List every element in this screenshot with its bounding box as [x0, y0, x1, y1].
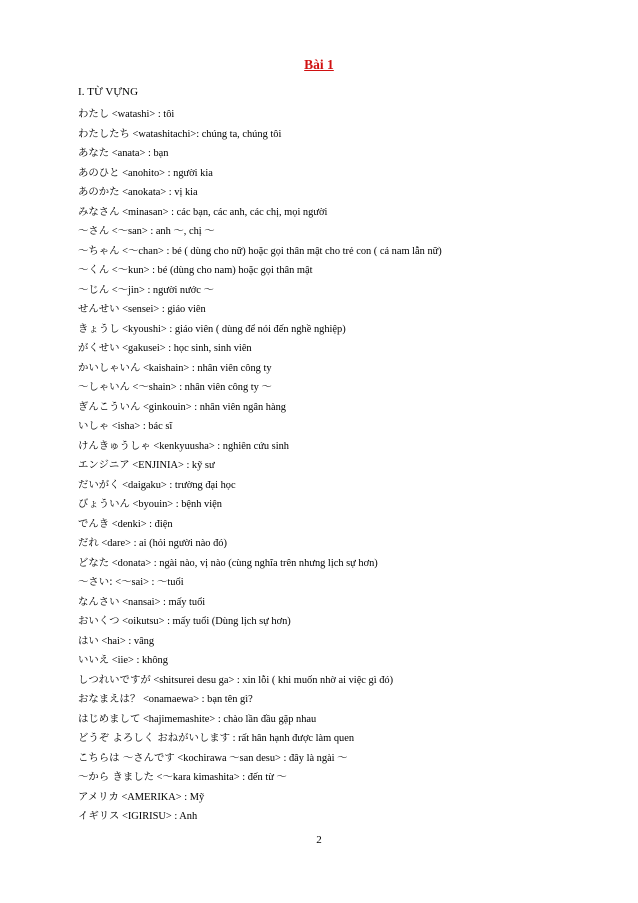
vocab-meaning: <hai> : vâng [98, 635, 155, 647]
vocab-meaning: <anohito> : người kia [119, 167, 213, 179]
vocab-entry [78, 222, 618, 242]
page-number: 2 [316, 834, 322, 846]
vocab-japanese: きょうし [78, 322, 120, 335]
vocab-japanese: ～ちゃん [78, 244, 120, 257]
vocab-japanese: あなた [78, 147, 110, 159]
vocab-entry [78, 632, 618, 652]
vocab-japanese: ～から きました [78, 771, 155, 783]
vocab-meaning: <kochirawa ～san desu> : đây là ngài ～ [174, 752, 348, 764]
vocab-entry [78, 710, 618, 730]
vocab-meaning: <daigaku> : trường đại học [119, 479, 236, 491]
vocab-japanese: イギリス [78, 810, 120, 822]
vocab-entry [78, 398, 618, 418]
vocab-meaning: <～san> : anh ～, chị ～ [109, 226, 215, 237]
vocab-meaning: <gakusei> : học sinh, sinh viên [119, 343, 252, 354]
vocab-entry [78, 144, 618, 164]
vocab-meaning: <denki> : điện [109, 518, 173, 530]
vocab-meaning: <byouin> : bệnh viện [129, 499, 222, 510]
vocab-japanese: どうぞ よろしく おねがいします [78, 732, 231, 744]
vocab-japanese: ～しゃいん [78, 381, 130, 393]
vocab-meaning: <dare> : ai (hỏi người nào đó) [98, 538, 227, 549]
vocab-entry [78, 593, 618, 613]
vocab-entry [78, 554, 618, 574]
vocab-japanese: おなまえは？ [78, 693, 141, 705]
vocab-japanese: だいがく [78, 478, 120, 491]
vocab-japanese: わたしたち [78, 127, 130, 140]
vocab-entry [78, 437, 618, 457]
vocab-meaning: <minasan> : các bạn, các anh, các chị, mọi người [119, 206, 328, 218]
vocab-entry [78, 359, 618, 379]
vocab-meaning: <ginkouin> : nhân viên ngân hàng [140, 401, 286, 413]
vocab-entry [78, 749, 618, 769]
vocab-meaning: <～shain> : nhân viên công ty ～ [129, 382, 272, 393]
vocab-japanese: はじめまして [78, 712, 141, 725]
vocab-entry [78, 534, 618, 554]
vocab-meaning: <ENJINIA> : kỹ sư [129, 460, 215, 471]
vocab-meaning: <kenkyuusha> : nghiên cứu sinh [150, 440, 290, 452]
vocab-meaning: <kaishain> : nhân viên công ty [140, 362, 272, 374]
vocab-japanese: ～じん [78, 283, 110, 296]
vocab-meaning: <～jin> : người nước ～ [109, 284, 214, 296]
vocab-japanese: あのひと [78, 166, 120, 179]
vocab-entry [78, 612, 618, 632]
vocab-meaning: <onamaewa> : bạn tên gì? [140, 694, 253, 705]
vocab-meaning: <～kun> : bé (dùng cho nam) hoặc gọi thân mật [109, 265, 313, 276]
vocab-japanese: けんきゅうしゃ [78, 439, 151, 452]
vocab-japanese: かいしゃいん [78, 361, 141, 374]
vocab-japanese: アメリカ [78, 790, 119, 803]
vocab-entry [78, 515, 618, 535]
vocab-entry [78, 456, 618, 476]
vocab-entry [78, 788, 618, 808]
vocab-entry [78, 203, 618, 223]
vocab-meaning: <anokata> : vị kia [119, 187, 198, 198]
vocab-japanese: いしゃ [78, 420, 110, 432]
vocab-japanese: なんさい [78, 595, 120, 608]
vocab-japanese: しつれいですが [78, 673, 151, 686]
vocab-meaning: <donata> : ngài nào, vị nào (cùng nghĩa trên nhưng lịch sự hơn) [109, 557, 378, 569]
vocab-meaning: <kyoushi> : giáo viên ( dùng để nói đến nghề nghiệp) [119, 323, 346, 335]
vocab-meaning: <isha> : bác sĩ [109, 421, 173, 432]
vocab-japanese: せんせい [78, 303, 120, 315]
vocab-meaning: <IGIRISU> : Anh [119, 811, 198, 822]
vocab-meaning: <hajimemashite> : chào lần đầu gặp nhau [140, 713, 317, 725]
vocab-japanese: ～くん [78, 264, 110, 276]
vocab-entry [78, 495, 618, 515]
vocab-japanese: あのかた [78, 186, 120, 198]
vocab-japanese: でんき [78, 517, 110, 530]
vocab-entry [78, 164, 618, 184]
vocab-entry [78, 105, 618, 125]
vocab-japanese: ～さい: [78, 576, 113, 588]
vocab-meaning: <～chan> : bé ( dùng cho nữ) hoặc gọi thân mật cho trẻ con ( cả nam lẫn nữ) [119, 245, 442, 257]
vocab-japanese: ぎんこういん [78, 400, 141, 413]
vocab-entry [78, 339, 618, 359]
vocab-entry [78, 729, 618, 749]
vocab-japanese: びょういん [78, 498, 130, 510]
vocab-japanese: おいくつ [78, 615, 120, 627]
vocab-japanese: どなた [78, 556, 110, 569]
vocabulary-list [78, 105, 618, 827]
vocab-meaning: <oikutsu> : mấy tuổi (Dùng lịch sự hơn) [119, 616, 291, 627]
vocab-entry [78, 671, 618, 691]
vocab-entry [78, 261, 618, 281]
vocab-japanese: エンジニア [78, 459, 130, 471]
vocab-japanese: はい [78, 634, 99, 647]
vocab-entry [78, 651, 618, 671]
lesson-title: Bài 1 [304, 57, 334, 72]
vocab-meaning: <AMERIKA> : Mỹ [118, 791, 205, 803]
vocab-japanese: だれ [78, 537, 99, 549]
vocab-entry [78, 242, 618, 262]
vocab-entry [78, 300, 618, 320]
vocab-meaning: <sensei> : giáo viên [119, 304, 206, 315]
vocab-meaning: <～sai> : ～tuổi [112, 577, 184, 588]
vocab-entry [78, 573, 618, 593]
vocab-japanese: こちらは ～さんです [78, 751, 175, 764]
vocab-entry [78, 183, 618, 203]
vocab-entry [78, 417, 618, 437]
vocab-japanese: わたし [78, 108, 110, 120]
vocab-japanese: いいえ [78, 654, 110, 666]
vocab-entry [78, 807, 618, 827]
vocab-entry [78, 378, 618, 398]
vocab-entry [78, 768, 618, 788]
vocab-meaning: <watashi> : tôi [109, 109, 175, 120]
vocab-japanese: ～さん [78, 225, 110, 237]
vocab-japanese: がくせい [78, 342, 120, 354]
vocab-entry [78, 125, 618, 145]
vocab-meaning: <iie> : không [109, 655, 168, 666]
vocab-entry [78, 690, 618, 710]
vocab-entry [78, 320, 618, 340]
vocab-meaning: <watashitachi>: chúng ta, chúng tôi [129, 128, 282, 140]
vocab-japanese: みなさん [78, 205, 120, 218]
vocab-meaning: <shitsurei desu ga> : xin lỗi ( khi muốn nhờ ai việc gì đó) [150, 674, 394, 686]
vocab-meaning: : rất hân hạnh được làm quen [230, 733, 355, 744]
vocab-meaning: <～kara kimashita> : đến từ ～ [154, 772, 287, 783]
vocab-meaning: <nansai> : mấy tuổi [119, 596, 206, 608]
section-heading: I. TỪ VỰNG [78, 86, 139, 98]
vocab-entry [78, 281, 618, 301]
vocab-meaning: <anata> : bạn [109, 148, 169, 159]
vocab-entry [78, 476, 618, 496]
